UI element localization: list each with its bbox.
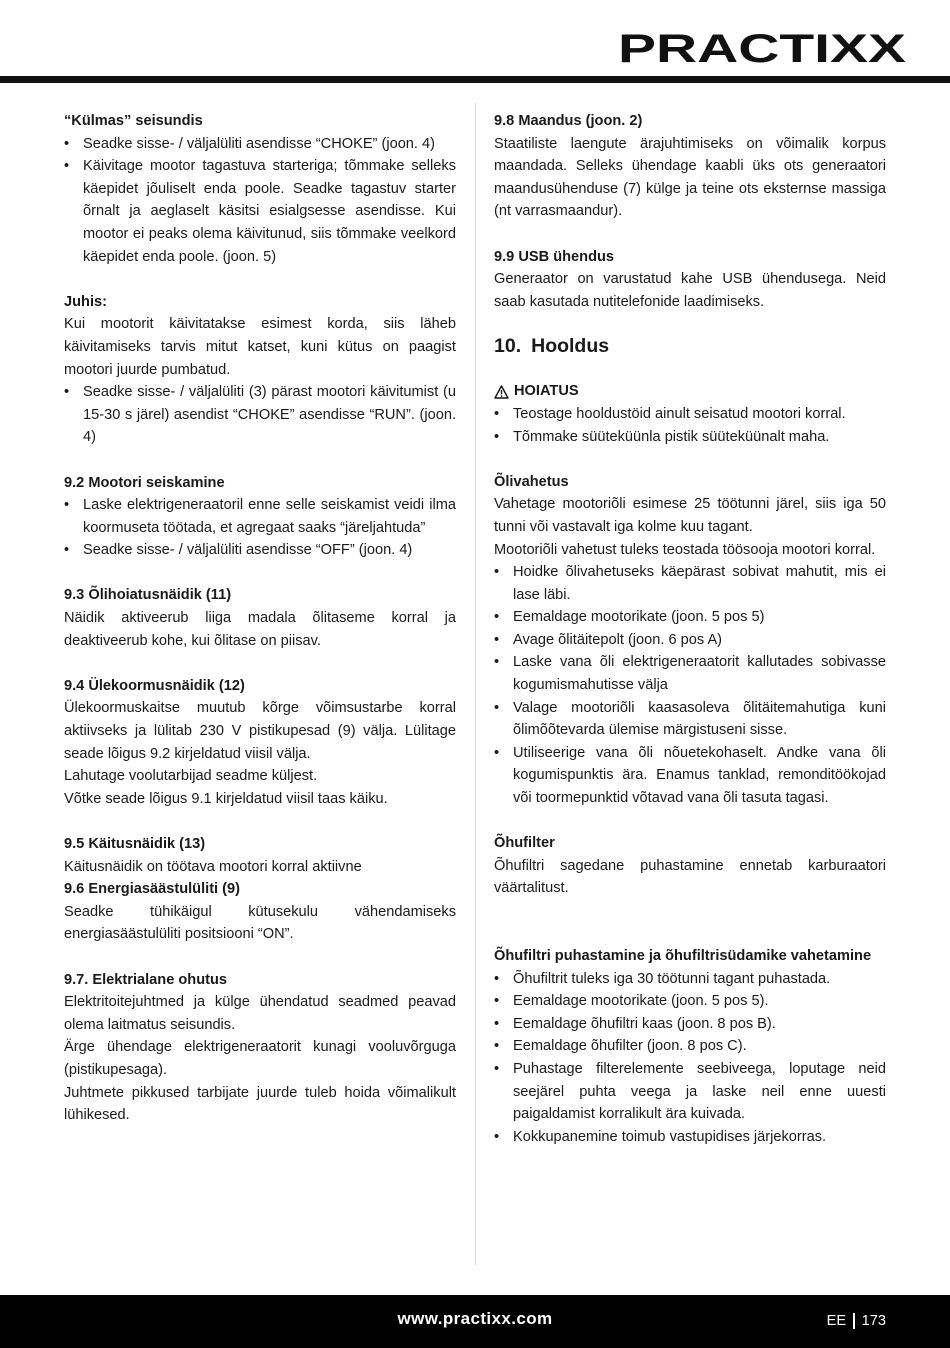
page-number: 173 [861, 1313, 886, 1329]
list-item: • Hoidke õlivahetuseks käepärast sobivat mahutit, mis ei lase läbi. [494, 561, 886, 606]
column-divider [475, 103, 476, 1265]
list-item: • Seadke sisse- / väljalüliti (3) pärast mootori käivitumist (u 15-30 s järel) asendist “CHOKE” asendisse “RUN”. (joon. 4) [64, 381, 456, 449]
language-code: EE [826, 1313, 847, 1329]
page-indicator [827, 1310, 886, 1333]
list-item: • Eemaldage mootorikate (joon. 5 pos 5) [494, 606, 886, 629]
oil-change-text: Mootoriõli vahetust tuleks teostada töösooja mootori korral. [494, 541, 876, 558]
section-9-2-heading: 9.2 Mootori seiskamine [64, 474, 225, 491]
section-9-5-heading: 9.5 Käitusnäidik (13) [64, 836, 206, 852]
list-item: • Eemaldage mootorikate (joon. 5 pos 5). [494, 990, 886, 1013]
note-heading: Juhis: [64, 293, 107, 310]
list-item: • Teostage hooldustöid ainult seisatud mootori korral. [494, 403, 886, 426]
air-filter-cleaning-heading: Õhufiltri puhastamine ja õhufiltrisüdamike vahetamine [494, 948, 872, 964]
section-9-7-text: Elektritoitejuhtmed ja külge ühendatud seadmed peavad olema laitmatus seisundis. [64, 994, 456, 1033]
note-list [64, 381, 456, 449]
list-item: • Laske vana õli elektrigeneraatorit kallutades sobivasse kogumismahutisse välja [494, 651, 886, 696]
section-9-3-text: Näidik aktiveerub liiga madala õlitaseme korral ja deaktiveerub kohe, kui õlitase on piisav. [64, 610, 456, 649]
list-item: • Seadke sisse- / väljalüliti asendisse “CHOKE” (joon. 4) [64, 133, 456, 156]
section-9-8-heading: 9.8 Maandus (joon. 2) [494, 113, 643, 129]
section-9-4-text: Võtke seade lõigus 9.1 kirjeldatud viisil taas käiku. [64, 790, 388, 807]
warning-title: HOIATUS [514, 383, 579, 400]
list-item: • Käivitage mootor tagastuva starteriga; tõmmake selleks käepidet jõuliselt enda poole. Seadke tagastuv starter õrnalt ja aeglaselt käsitsi esialgsesse asendisse. Kui mootor ei peaks olema käivitunud, siis tõmmake veelkord käepidet enda poole. (joon. 5) [64, 155, 456, 268]
section-9-7-text: Ärge ühendage elektrigeneraatorit kunagi vooluvõrguga (pistikupesaga). [64, 1039, 456, 1078]
section-9-7-heading: 9.7. Elektrialane ohutus [64, 971, 228, 988]
section-9-6-heading: 9.6 Energiasäästulüliti (9) [64, 881, 240, 898]
list-item: • Eemaldage õhufilter (joon. 8 pos C). [494, 1035, 886, 1058]
footer-bar [0, 1295, 950, 1348]
list-item: • Avage õlitäitepolt (joon. 6 pos A) [494, 629, 886, 652]
section-9-9-heading: 9.9 USB ühendus [494, 248, 615, 265]
note-text: Kui mootorit käivitatakse esimest korda, siis läheb käivitamiseks tarvis mitut katset, kuni kütus on paagist mootori juurde pumbatud. [64, 316, 456, 378]
footer-url: www.practixx.com [397, 1309, 553, 1328]
separator [853, 1313, 855, 1329]
section-9-2-list [64, 494, 456, 562]
list-item: • Õhufiltrit tuleks iga 30 töötunni tagant puhastada. [494, 968, 886, 991]
cold-start-list [64, 133, 456, 269]
header-bar [0, 76, 950, 83]
list-item: • Tõmmake süüteküünla pistik süüteküünalt maha. [494, 426, 886, 449]
warning-heading [494, 380, 886, 403]
oil-change-heading: Õlivahetus [494, 473, 569, 490]
warning-triangle-icon [494, 385, 509, 399]
cold-start-heading: “Külmas” seisundis [64, 113, 203, 129]
section-9-7-text: Juhtmete pikkused tarbijate juurde tuleb hoida võimalikult lühikesed. [64, 1084, 456, 1124]
list-item: • Seadke sisse- / väljalüliti asendisse “OFF” (joon. 4) [64, 539, 456, 562]
chapter-number: 10. [494, 335, 522, 358]
logo-text: PRACTIXX [618, 27, 907, 71]
list-item: • Laske elektrigeneraatoril enne selle seiskamist veidi ilma koormuseta töötada, et agregaat saaks “järeljahtuda” [64, 494, 456, 539]
right-column [494, 110, 886, 1148]
section-9-4-text: Lahutage voolutarbijad seadme küljest. [64, 768, 318, 785]
practixx-logo [618, 14, 918, 76]
list-item: • Eemaldage õhufiltri kaas (joon. 8 pos B). [494, 1013, 886, 1036]
list-item: • Puhastage filterelemente seebiveega, loputage neid seejärel puhta veega ja laske neil enne uuesti paigaldamist korralikult ära kuivada. [494, 1058, 886, 1126]
section-9-6-text: Seadke tühikäigul kütusekulu vähendamiseks energiasäästulüliti positsiooni “ON”. [64, 903, 456, 943]
list-item: • Kokkupanemine toimub vastupidises järjekorras. [494, 1126, 886, 1149]
section-9-3-heading: 9.3 Õlihoiatusnäidik (11) [64, 587, 232, 604]
oil-change-list [494, 561, 886, 810]
section-9-8-text: Staatiliste laengute ärajuhtimiseks on võimalik korpus maandada. Selleks ühendage kaabli üks ots generaatori maandusühenduse (7) külge ja teine ots eksternse massiga (nt varrasmaandur). [494, 135, 886, 220]
warning-list [494, 403, 886, 448]
list-item: • Valage mootoriõli kaasasoleva õlitäitemahutiga kuni õlimõõtevarda ülemise märgistuseni sisse. [494, 697, 886, 742]
air-filter-text: Õhufiltri sagedane puhastamine ennetab karburaatori väärtalitust. [494, 857, 886, 897]
chapter-10-heading [494, 332, 886, 360]
section-9-4-text: Ülekoormuskaitse muutub kõrge võimsustarbe korral aktiivseks ja lülitab 230 V pistikupesad (9) välja. Lülitage seade lõigus 9.2 kirjeldatud viisil välja. [64, 700, 456, 762]
left-column [64, 110, 456, 1127]
chapter-title: Hooldus [531, 335, 610, 358]
list-item: • Utiliseerige vana õli nõuetekohaselt. Andke vana õli kogumispunktis ära. Enamus tanklad, remonditöökojad või toormepunktid võtavad vana õli tasuta tagasi. [494, 742, 886, 810]
section-9-4-heading: 9.4 Ülekoormusnäidik (12) [64, 677, 245, 694]
section-9-9-text: Generaator on varustatud kahe USB ühendusega. Neid saab kasutada nutitelefonide laadimiseks. [494, 271, 886, 310]
air-filter-heading: Õhufilter [494, 835, 555, 852]
section-9-5-text: Käitusnäidik on töötava mootori korral aktiivne [64, 858, 362, 875]
oil-change-text: Vahetage mootoriõli esimese 25 töötunni järel, siis iga 50 tunni või vastavalt iga kolme kuu tagant. [494, 496, 886, 535]
air-filter-cleaning-list [494, 968, 886, 1149]
